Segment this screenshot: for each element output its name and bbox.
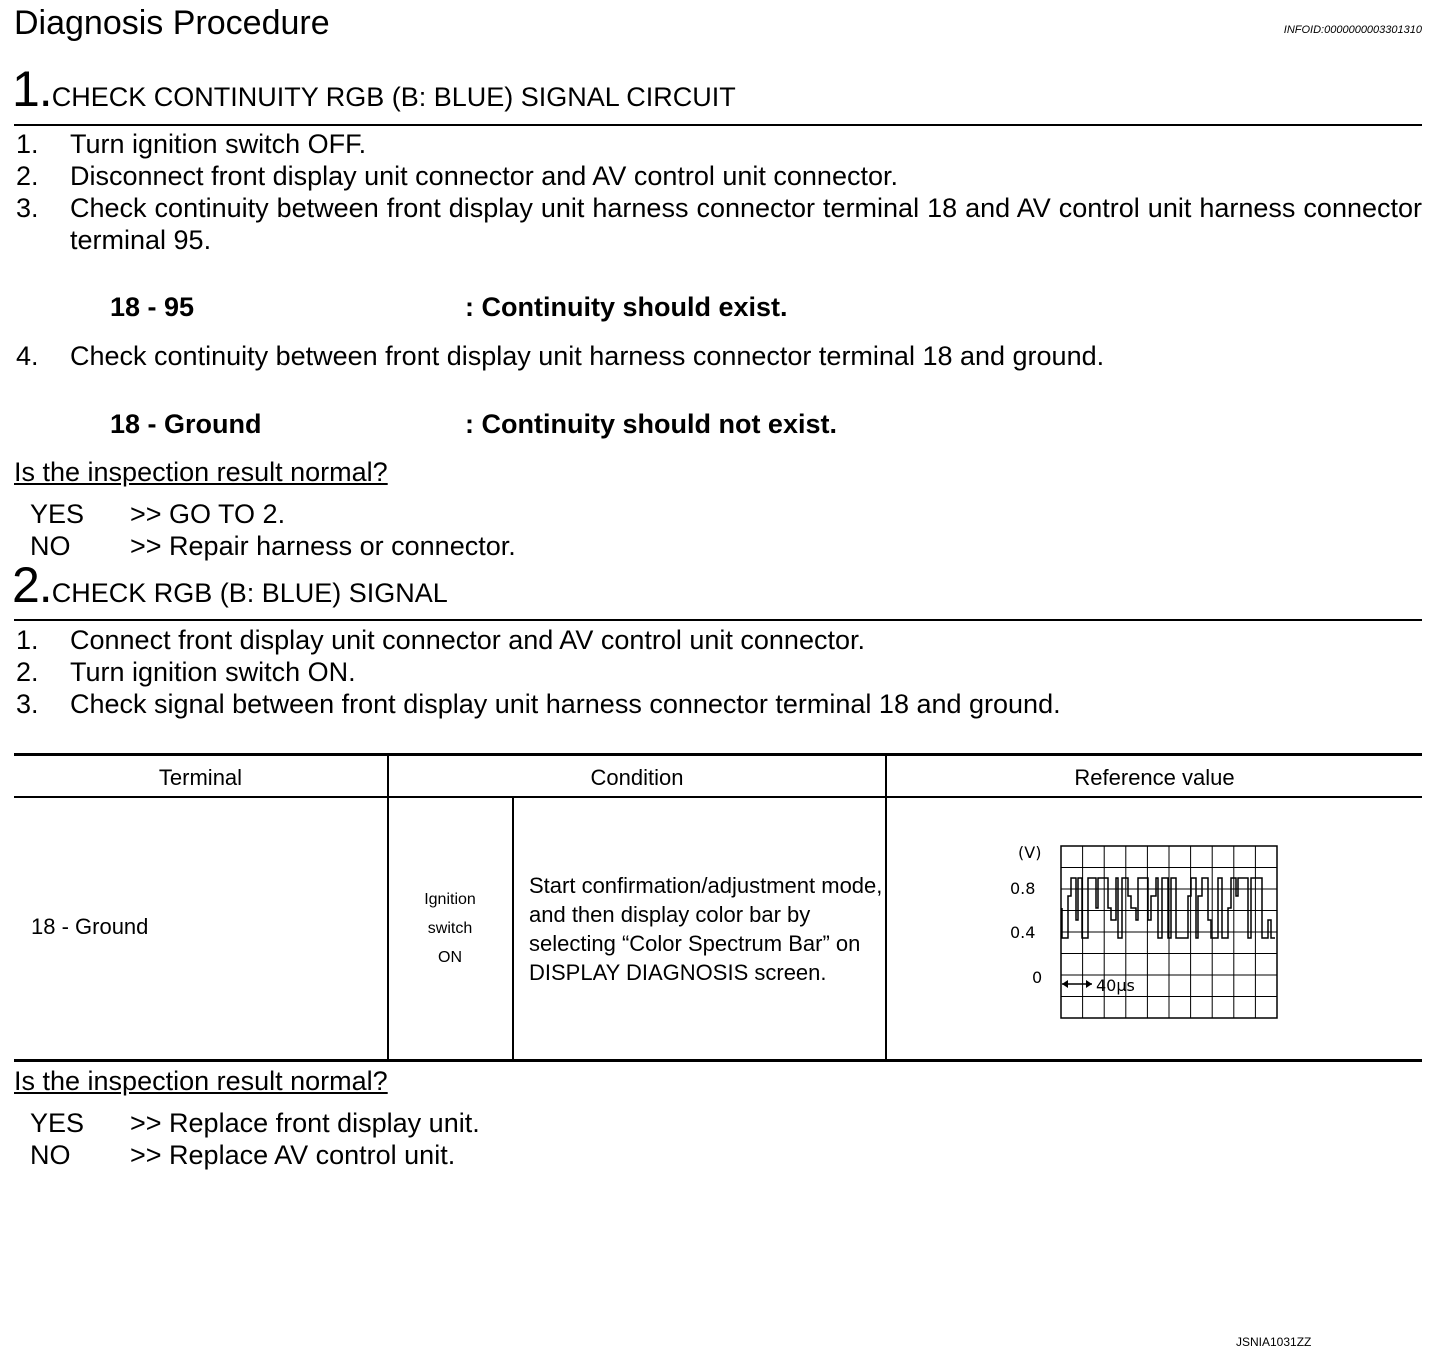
spec-18-95: 18 - 95 : Continuity should exist. — [110, 292, 788, 322]
list-item: 2. Disconnect front display unit connector and AV control unit connector. — [16, 161, 898, 191]
answer-no: NO >> Replace AV control unit. — [30, 1140, 456, 1170]
step-2-question: Is the inspection result normal? — [14, 1066, 388, 1096]
step-1-question: Is the inspection result normal? — [14, 457, 388, 487]
step-2-rule — [14, 619, 1422, 621]
scope-waveform — [1062, 878, 1275, 938]
answer-yes: YES >> GO TO 2. — [30, 499, 286, 529]
spec-18-ground: 18 - Ground : Continuity should not exist. — [110, 409, 837, 439]
scope-unit-label: (V) — [1018, 843, 1042, 862]
step-1-answers — [30, 498, 516, 562]
page-title: Diagnosis Procedure — [14, 4, 330, 42]
step-1-list-cont — [14, 340, 1422, 372]
answer-yes: YES >> Replace front display unit. — [30, 1108, 480, 1138]
table-header-rule — [14, 796, 1422, 798]
step-1-heading — [12, 60, 736, 118]
cell-terminal: 18 - Ground — [31, 914, 149, 939]
scope-tick-08: 0.8 — [1010, 879, 1036, 898]
figure-code: JSNIA1031ZZ — [1236, 1335, 1312, 1349]
scope-tick-0: 0 — [1032, 968, 1043, 987]
scope-grid — [1061, 846, 1277, 1018]
table-top-rule — [14, 753, 1422, 756]
table-bottom-rule — [14, 1059, 1422, 1062]
step-2-answers — [30, 1107, 480, 1171]
step-1-number: 1. — [12, 61, 52, 117]
info-id: INFOID:0000000003301310 — [1283, 24, 1422, 36]
list-item: 4. Check continuity between front display unit harness connector terminal 18 and ground. — [16, 341, 1105, 371]
table-divider — [512, 797, 514, 1060]
step-2-number: 2. — [12, 557, 52, 613]
list-item: 3. Check signal between front display unit harness connector terminal 18 and ground. — [16, 689, 1061, 719]
step-1-title: CHECK CONTINUITY RGB (B: BLUE) SIGNAL CIRCUIT — [51, 82, 736, 112]
cell-ignition: Ignition switch ON — [424, 891, 476, 966]
step-2-title: CHECK RGB (B: BLUE) SIGNAL — [51, 578, 448, 608]
list-item: 3. Check continuity between front display unit harness connector terminal 18 and AV control unit harness connector terminal 95. — [16, 193, 1422, 255]
step-1-rule — [14, 124, 1422, 126]
list-item: 1. Connect front display unit connector and AV control unit connector. — [16, 625, 865, 655]
step-2-list — [14, 624, 1422, 720]
scope-tick-04: 0.4 — [1010, 923, 1036, 942]
list-item: 2. Turn ignition switch ON. — [16, 657, 356, 687]
scope-time-label: 40μs — [1096, 976, 1135, 995]
cell-condition: Start confirmation/adjustment mode, and then display color bar by selecting “Color Spectrum Bar” on DISPLAY DIAGNOSIS screen. — [529, 873, 883, 985]
scope-time-marker — [1062, 980, 1092, 988]
header-terminal: Terminal — [158, 765, 243, 790]
header-reference: Reference value — [1074, 765, 1235, 790]
step-2-heading — [12, 556, 448, 614]
step-1-list — [14, 128, 1422, 256]
oscilloscope-figure — [1004, 838, 1334, 1038]
answer-no: NO >> Repair harness or connector. — [30, 531, 516, 561]
list-item: 1. Turn ignition switch OFF. — [16, 129, 367, 159]
header-condition: Condition — [590, 765, 684, 790]
